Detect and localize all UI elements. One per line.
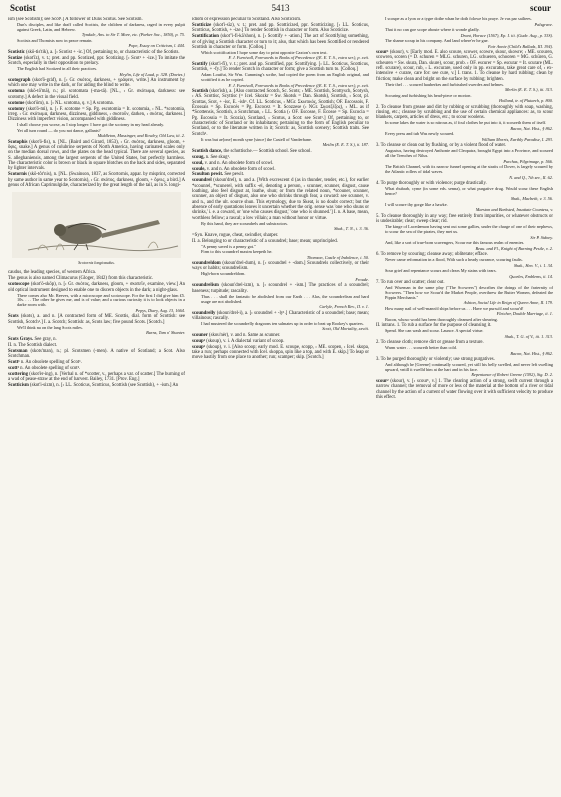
entry-text: Which scottification I hope some day to print opposite Caxton's own text. xyxy=(201,49,328,55)
citation-source xyxy=(192,227,369,232)
quotation xyxy=(8,23,185,33)
entry-text: (skot'ish), a. [Also contracted Scotch, Sc. Scots; ‹ ME. Scottish, Scottysch, Scotysh, ‹ AS. Scottisc, Scyttisc (= Icel. Skozkr = Sw. Skotsk = Dan. Skotsk), Scottish, ‹ Scot, pl. Scottas, Scot, + -isc, E. -ish¹. Cf. LL. Scoticus, ‹ MGr. Σκωτικός, Scottish; OF. Escossois, F. Écossais = Sp. Escocés = Pg. Escocez = It. Scozzese (‹ NGr. Σκωτζέζος), ‹ ML. as if *Scottensis, Scottish, a Scotchman, ‹ LL. Scotia (› OF. Escosse, F. Écosse = Sp. Escocia = Pg. Escossia = It. Scozia), Scotland, ‹ Scotus, a Scot: see Scot¹.] Of, pertaining to, or characteristic of Scotland or its inhabitants; pertaining to the form of English peculiar to Scotland, or to the literature written in it; Scotch: as, Scottish scenery; Scottish traits. See Scotch¹. xyxy=(192,89,369,137)
headword: scour¹ xyxy=(376,50,389,55)
entry-text: I shall choose you worse, as I stop longer: I have got the scotomy in my head already. xyxy=(17,122,165,128)
citation-source xyxy=(192,143,369,148)
entry-text: Purchas, Pilgrimage, p. 566. xyxy=(503,158,553,164)
entry-text: 6. To remove by scouring; cleanse away; obliterate; efface. xyxy=(376,252,488,258)
headword: Scotticize xyxy=(192,22,212,28)
entry-text: I will scoure thy gorge like a hawke. xyxy=(385,201,448,207)
entry-text: Froude. xyxy=(355,276,369,282)
headword: scoule, xyxy=(192,166,206,172)
column-middle xyxy=(192,17,369,793)
entry-text: Merlin (E. E. T. S.), iii. 313. xyxy=(504,87,553,93)
entry-text: (skot'i-fī), v. t.; pret. and pp. Scottified, ppr. Scottifying. [‹ LL. Scoticus, Scotticus, Scottish, + -fy.] To render Scotch in character or form; give a Scottish turn to. [Colloq.] xyxy=(192,61,369,73)
dictionary-entry xyxy=(8,282,185,293)
entry-text: (skot'ō-grȧf), n. [‹ Gr. σκότος, darkness, + γράφειν, write.] An instrument by which one may write in the dark, or for aiding the blind to write. xyxy=(8,78,185,89)
dictionary-entry xyxy=(8,89,185,100)
left-running-head: Scotist xyxy=(10,3,36,13)
entry-text: The English had Scotized in all their practices. xyxy=(17,66,98,72)
dictionary-entry xyxy=(192,283,369,294)
entry-text: n. An obsolete spelling of Scot¹. xyxy=(20,359,82,365)
entry-text: Metlin (E. E. T. S.), ii. 187. xyxy=(322,142,369,148)
entry-text: Adam Loutfut, Sir Wm. Cumming's scribe, had copied the poem from an English original, and scottified it as he copied. xyxy=(201,72,369,83)
entry-text: Shak., Macbeth, v. 3. 56. xyxy=(510,196,553,202)
dictionary-entry xyxy=(8,101,185,106)
entry-text: (skots'man), n.; pl. Scotsmen (-men). A native of Scotland; a Scot. Also Scotchman. xyxy=(8,348,185,359)
entry-text: (skot'ō-skōp), n. [‹ Gr. σκότος, darkness, gloom, + σκοπεῖν, examine, view.] An old optical instrument designed to enable one to discern objects in the dark; a night-glass. xyxy=(8,282,185,293)
entry-text: Shak., T. G. of V., iii. 1. 313. xyxy=(504,333,553,339)
bird-illustration xyxy=(8,190,185,268)
citation-source xyxy=(192,327,369,332)
entry-text: N. and Q., 7th ser., II. 62. xyxy=(509,174,553,180)
dictionary-entry xyxy=(8,56,185,67)
figure-caption: Scotornis longicaudus. xyxy=(78,260,115,266)
entry-text: Yet all turn round — do you not dance, gallants? xyxy=(17,127,101,133)
entry-text: Carlyle, French Rev., II. v. 1. xyxy=(319,304,369,310)
entry-text: (skot'ō-mi), n. [‹ F. scotome = Sp. Pg. escotomia = It. scotomia, ‹ NL. *scotomia, irreg. ‹ Gr. σκότωμα, darkness, dizziness, giddiness, ‹ σκοτοῦν, darken, ‹ σκότος, darkness.] Dizziness with imperfect vision, accompanied with giddiness. xyxy=(8,106,185,123)
entry-text: Holland, tr. of Plutarch, p. 800. xyxy=(498,98,553,104)
entry-text: Warm water . . . scoureth better than cold. xyxy=(385,345,457,351)
headword: scouner xyxy=(192,332,208,338)
entry-text: The shame scoup in his company. And land where'er he gae. xyxy=(385,38,489,43)
entry-text: I had mustered the scoundrelly dragoons ten salmates up in order to beat up Rookey's quarters. xyxy=(201,320,364,326)
dictionary-entry xyxy=(192,261,369,272)
entry-text: In some lakes the water is so nitrous as, if foul clothes be put into it, it scoureth them of itself. xyxy=(385,120,547,126)
dictionary-entry xyxy=(376,50,553,82)
entry-text: Bacon, Nat. Hist., § 862. xyxy=(510,350,553,356)
entry-text: 3. To be purged thoroughly or violently; use strong purgatives. xyxy=(376,357,495,363)
entry-text: (skot'ō-fis), n. [NL. (Baird and Girard, 1853), ‹ Gr. σκότος, darkness, gloom, + ὄφις, snake.] A genus of colubrine serpents of North America, having carinated scales only on the median dorsal rows, and the plates on the head typical. There are several species, as S. alleghaniensis, among the largest serpents of the United States, but perfectly harmless. The characteristic color is brown or black in square blotches on the back and sides, separated by lighter intervals. xyxy=(8,139,185,172)
entry-text: And, like a sort of true-born scavengers, Scour me this famous realm of enemies. xyxy=(385,240,525,246)
column-right xyxy=(376,17,553,793)
dictionary-entry xyxy=(192,149,369,154)
entry-text: Scouring and furbishing his head-piece or morion. xyxy=(385,92,472,98)
entry-text: =Syn. Knave, rogue, cheat, swindler, sharper. xyxy=(192,232,279,238)
quotation xyxy=(376,286,553,301)
dictionary-entry xyxy=(192,345,369,361)
quotation xyxy=(376,363,553,373)
dictionary-entry xyxy=(376,214,553,225)
entry-text: Tyndale, Ans. to Sir T. More, etc. (Parker Soc., 1850), p. 75. xyxy=(81,32,185,38)
dictionary-entry xyxy=(192,311,369,322)
entry-text: The genus is also named Climacurus (Gloger, 1842) from this characteristic. xyxy=(8,276,154,282)
dictionary-entry xyxy=(376,379,553,400)
entry-text: Scott, Old Mortality, xxviii. xyxy=(322,326,369,332)
entry-text: Thomson, Castle of Indolence, i. 50. xyxy=(306,254,369,260)
entry-text: Drant, Horace (1567), Ep. I. iii. (Gude. Aug., p. 33S). xyxy=(460,32,553,38)
entry-text: See gray, n. xyxy=(34,336,57,342)
entry-text: (skō-tôr'nis), n. [NL. (Swainson, 1837, as Scortornis, appar. by misprint, corrected by same author in same year to Scotornis), ‹ Gr. σκότος, darkness, gloom, + ὄρνις, a bird.] A genus of African Caprimulgidæ, characterized by the great length of the tail, as in S. longi- xyxy=(8,172,185,189)
dictionary-entry xyxy=(8,107,185,123)
entry-text: Palsgrave. xyxy=(534,21,553,27)
quotation xyxy=(376,187,553,197)
entry-text: We'll think na on the lang Scots miles. xyxy=(17,324,83,330)
headword: scoup¹ xyxy=(192,338,206,344)
right-running-head: scour xyxy=(530,3,551,13)
headword: Scott¹ xyxy=(8,359,20,365)
dictionary-entry xyxy=(8,383,185,388)
column-left xyxy=(8,17,185,793)
entry-text: (skot'īz), v. t.; pret. and pp. Scotized, ppr. Scotizing. [‹ Scot¹ + -ize.] To imitate the Scotch, especially in their opposition to prelacy. xyxy=(8,55,185,67)
dictionary-entry xyxy=(8,337,185,342)
bird-head-icon xyxy=(54,224,66,236)
quotation xyxy=(8,294,185,309)
dictionary-entry xyxy=(8,349,185,360)
entry-text: Burns, Tam o' Shanter. xyxy=(146,330,185,336)
citation-source xyxy=(8,309,185,314)
entry-text: Thus . . . shall the fantastic be abolished from our Earth . . . Alas, the scoundrelism and hard usage are not abolished. xyxy=(201,293,369,304)
citation-source xyxy=(376,275,553,280)
entry-text: idiom or expression peculiar to Scotland. Also Scoticism. xyxy=(192,17,302,22)
entry-text: Fletcher, Double Marriage, ii. 1. xyxy=(496,311,553,317)
headword: scour² xyxy=(376,378,389,384)
entry-text: Sour grief and repentance scours and clears My stains with tears. xyxy=(385,268,497,273)
headword: scott² xyxy=(8,365,19,371)
entry-text: I scoupe as a lyon or a tygre dothe whan he doth folowe his praye. Je vas par sailtees. xyxy=(385,17,532,21)
dictionary-entry xyxy=(8,343,185,348)
dictionary-entry xyxy=(8,366,185,371)
entry-text: Sir P. Sidney. xyxy=(530,234,553,240)
entry-text: Dun's disciples, and like draff called Scotists, the children of darkness, raged in every pulpit against Greek, Latin, and Hebrew. xyxy=(17,21,185,32)
citation-source xyxy=(376,373,553,378)
headword: Scottish xyxy=(192,89,209,95)
headword: Scots xyxy=(8,314,19,320)
entry-text: (skoun'drel-i), a. [‹ scoundrel + -ly¹.] Characteristic of a scoundrel; base; mean; villainous; rascally. xyxy=(192,310,369,321)
entry-text: v. and n. An obsolete form of scowl. xyxy=(206,166,276,172)
entry-text: What rhubarb, cyme (in some eds. senna), or what purgative drug. Would scour these English hence? xyxy=(385,185,553,196)
entry-text: Scotists and Thomists now in peace remain. xyxy=(17,37,93,43)
dictionary-entry xyxy=(192,233,369,238)
entry-text: Shak., T. N., i. 3. 36. xyxy=(334,226,369,232)
entry-text: (skoun'drel-dum), n. [‹ scoundrel + -dom.] Scoundrels collectively, or their ways or habits; scoundrelism. xyxy=(192,261,369,272)
dictionary-entry xyxy=(8,270,185,275)
entry-text: Pope, Essay on Criticism, l. 444. xyxy=(128,43,185,49)
citation-source xyxy=(376,208,553,213)
dictionary-entry xyxy=(8,50,185,55)
citation-source xyxy=(8,44,185,49)
citation-source xyxy=(376,247,553,252)
entry-text: (skots), a. and n. [A contracted form of ME. Scottis, dial. form of Scottish: see Scottish, Scotch¹.] I. a. Scotch; Scottish: as, Scots law; five pound Scots. [Scotch.] xyxy=(8,314,185,325)
dictionary-entry xyxy=(8,78,185,89)
entry-text: (skou'nėr), v. and n. Same as scunner. xyxy=(209,332,281,338)
headword: Scotistic xyxy=(8,49,25,55)
quotation xyxy=(192,73,369,83)
entry-text: II. a. Belonging to or characteristic of a scoundrel; base; mean; unprincipled. xyxy=(192,238,338,244)
entry-text: How many nail of well-mann'd ships before us . . . Have we pursu'd and scour'd! xyxy=(385,305,524,311)
entry-text: (skoup), v. i. [Also scoop; early mod. E. scoupe, scopp, ‹ ME. scopen, ‹ Icel. skopa, take a run; perhaps connected with Icel. skoppa, spin like a top, and with E. skip.] To leap or move hastily from one place to another; run; scamper; skip. [Scotch.] xyxy=(192,344,369,361)
dictionary-entry xyxy=(192,17,369,22)
entry-text: (skō-tō'mä), n.; pl. scotomata (-ma-tä). [NL., ‹ Gr. σκότωμα, darkness: see scotomy.] A defect in the visual field. xyxy=(8,89,185,100)
citation-source xyxy=(376,352,553,357)
entry-text: (skot'ėr-ing), n. [Verbal n. of *scotter, v., perhaps a var. of scatter.] The burning of a wad of pease-straw at the end of harvest. Bailey, 1731. [Prov. Eng.] xyxy=(8,371,185,382)
entry-text: 7. To run over and scatter; clear out. xyxy=(376,280,445,285)
dictionary-entry xyxy=(192,172,369,177)
headword: Scotornis xyxy=(8,172,27,178)
headword: Scottish dance, xyxy=(192,148,223,154)
quotation xyxy=(376,318,553,323)
entry-text: Repentance of Robert Greene (1592), Sig. D. 2. xyxy=(471,372,553,378)
headword: Scottification xyxy=(192,34,219,40)
dictionary-entry xyxy=(192,161,369,166)
citation-source xyxy=(192,278,369,283)
dictionary-entry xyxy=(192,333,369,338)
dictionary-entry xyxy=(192,23,369,34)
headword: scotoma xyxy=(8,89,25,95)
entry-text: II. intrans. 1. To rub a surface for the purpose of cleansing it. xyxy=(376,323,492,329)
dictionary-entry xyxy=(192,339,369,344)
entry-text: 5. To cleanse thoroughly in any way; free entirely from impurities, or whatever obstructs or is undesirable; clear; sweep clear; rid. xyxy=(376,213,553,225)
citation-source xyxy=(192,56,369,61)
citation-source xyxy=(192,84,369,89)
entry-text: (skour), v. [‹ scour¹, v.] 1. The clearing action of a strong, swift current through a narrow channel; the removal of more or less of the material at the bottom of a river or tidal channel by the action of a current of water flowing over it with sufficient velocity to produce this effect. xyxy=(376,378,553,400)
entry-text: (skot"i-fi-kā'shon), n. [‹ Scottify + -ation.] The act of Scottifying something, or of giving a Scottish character or turn to it; also, that which has been Scottified or rendered Scottish in character or form. [Colloq.] xyxy=(192,34,369,50)
citation-source xyxy=(376,138,553,143)
dictionary-entry xyxy=(192,34,369,50)
entry-text: Never came reformation in a flood, With such a heady currance, scouring faults. xyxy=(385,257,523,262)
scotornis-figure xyxy=(8,190,185,260)
citation-source xyxy=(376,176,553,181)
entry-text: Ashton, Social Life in Reign of Queen Anne, II. 179. xyxy=(463,300,553,306)
citation-source xyxy=(376,99,553,104)
citation-source xyxy=(8,73,185,78)
dictionary-entry xyxy=(8,140,185,172)
headword: Scotophis xyxy=(8,139,28,145)
entry-text: (skoun'drel-izm), n. [‹ scoundrel + -ism.] The practices of a scoundrel; baseness; turpitude; rascality. xyxy=(192,283,369,294)
quotation xyxy=(192,272,369,277)
headword: scoundrelism xyxy=(192,283,219,289)
entry-text: The kinge of Lacedæmon having sent out some gallies, under the charge of one of their nephews, to scour the sea of the pirates, they met us. xyxy=(385,224,553,235)
dictionary-entry xyxy=(192,62,369,73)
entry-text: 4. To purge thoroughly or with violence; purge drastically. xyxy=(376,181,487,187)
entry-text: Spend. She can wash and scour. Launce. A special virtue. xyxy=(385,328,484,334)
entry-text: That it no can goe scope aboute where it wonde gladly. xyxy=(385,27,480,32)
headword: Scottify xyxy=(192,61,208,67)
headword: scoup² xyxy=(192,344,206,350)
entry-text: And although he [Greene] continually scoured, yet still his belly swelled, and never left swelling upward, vntill it swelld him at the hart and in his face. xyxy=(385,362,553,372)
headword: Scoulton pewit. xyxy=(192,172,224,178)
entry-text: II. n. The Scottish dialect. xyxy=(8,342,58,348)
citation-source xyxy=(376,45,553,50)
headword: scotoscope xyxy=(8,282,30,288)
entry-text: the schottische.— Scottish school. See school. xyxy=(223,148,312,154)
quotation xyxy=(376,17,553,22)
entry-text: "A penny saved is a penny got." xyxy=(201,243,256,249)
entry-text: Firm to this scoundrel maxim keepeth he. xyxy=(201,249,273,255)
entry-text: caudus, the leading species, of western Africa. xyxy=(8,270,96,276)
headword: scotograph xyxy=(8,78,31,84)
entry-text: n. An obsolete spelling of scot². xyxy=(20,365,81,371)
page-header xyxy=(8,3,553,15)
entry-text: Marston and Barksted, Insatiate Countess, v. xyxy=(475,207,553,213)
entry-text: Bacon, whoso world has been thoroughly cleansed after shearing. xyxy=(385,316,498,322)
headword: scotomy xyxy=(8,106,25,112)
entry-text: (skour), v. [Early mod. E. also scoure, scower, scowre, skour, skowre; ‹ ME. scouren, scowren, scoren (= D. schuren = MLG. schuren, LG. schueren, schooren = MG. schüren, G. scheuren = Sw. skura, Dan. skure), scour, prob. ‹ OF. escurer = Sp. escurar = It. scurare (ML. refl. scurare), scour, rub, ‹ L. excurare, used only in pp. excuratus, take great care of, ‹ ex- intensive + curare, care for: see cure, v.] I. trans. 1. To cleanse by hard rubbing; clean by friction; make clean and bright on the surface by rubbing; brighten. xyxy=(376,50,553,82)
entry-text: Beau. and Fl., Knight of Burning Pestle, v. 2. xyxy=(475,245,553,251)
headword: Scotsman xyxy=(8,348,28,354)
dictionary-entry xyxy=(8,372,185,383)
page-number: 5413 xyxy=(271,3,290,13)
dictionary-entry xyxy=(192,167,369,172)
entry-text: Heylin, Life of Laud, p. 328. (Davies.) xyxy=(119,71,185,77)
entry-text: (skot'ōm), n. [‹ NL. scotoma, q. v.] A scotoma. xyxy=(25,100,114,106)
headword: Scotize xyxy=(8,55,23,61)
citation-source xyxy=(192,256,369,261)
entry-text: 2. To cleanse cloth; remove dirt or grease from a texture. xyxy=(376,340,484,346)
entry-text: (skō-tis'tik), a. [‹ Scotist + -ic.] Of, pertaining to, or characteristic of the Scotists. xyxy=(26,49,180,55)
entry-text: (skoup), v. i. A dialectal variant of scoop. xyxy=(206,338,285,344)
entry-text: Quarles, Emblems, ii. 14. xyxy=(509,273,553,279)
headword: Scots Grays. xyxy=(8,336,34,342)
entry-text: And Wiseman in the same play ("The Scowrers") describes the doings of the fraternity of Scowrers. "Then how we Scour'd the Market People, overthrew the Butter Women, defeated the Pippin Merchants." xyxy=(385,284,553,300)
quotation xyxy=(376,225,553,235)
entry-text: See pewit. xyxy=(224,172,245,178)
entry-text: The British Channel, with its narrow funnel opening at the straits of Dover, is largely scoured by the Atlantic rollers of tidal waves. xyxy=(385,164,553,175)
entry-text: v. and n. An obsolete form of scowl. xyxy=(204,160,274,166)
entry-text: William Morris, Earthly Paradise, I. 293. xyxy=(481,136,553,142)
dictionary-entry xyxy=(8,314,185,325)
entry-text: F. J. Furnivall, Forewords to Books of Precedence ((E. E. T. S., extra ser.), p. xvii. xyxy=(228,82,369,88)
dictionary-entry xyxy=(192,178,369,221)
entry-text: Their thel . . . scoured hauberkes and furbisshed swerdes and helmes. xyxy=(385,81,504,87)
entry-text: 2. To cleanse from grease and dirt by rubbing or scrubbing (thoroughly with soap, washing, rinsing, etc.; cleanse by scrubbing and the use of certain chemical appliances: as, to scour blankets, carpets, articles of dress, etc.; to scour woolens. xyxy=(376,104,553,121)
headword: scoundrel xyxy=(192,178,212,184)
entry-text: (skot'i-sizm), n. [‹ LL. Scoticus, Scotticus, Scottish (see Scottish), + -ism.] An xyxy=(30,382,179,388)
quotation xyxy=(376,149,553,159)
citation-source xyxy=(376,335,553,340)
dictionary-entry xyxy=(8,360,185,365)
headword: Scotticism xyxy=(8,382,29,388)
entry-text: There comes also Mr. Reeves, with a microscope and scotoscope. For the first I did give him £5. 10s. . . . The other he gives me, and is of value; and a curious curiosity it is to look objects in a darke room with. xyxy=(17,292,185,308)
entry-text: 3. To cleanse or clean out by flushing, or by a violent flood of water. xyxy=(376,143,507,149)
entry-text: Middleton, Massinger, and Rowley, Old Law, iii. 2. xyxy=(97,133,185,139)
entry-text: ism (see Scotism); see Scot¹.] A follower of Duns Scotus. See Scotism. xyxy=(8,17,143,22)
citation-source xyxy=(8,331,185,336)
headword: scottering xyxy=(8,371,29,377)
dictionary-entry xyxy=(192,155,369,160)
entry-text: It was but ae[one] month syne [since] the Castell of Vanderbane. xyxy=(201,136,313,142)
entry-text: Bacon, Nat. Hist., § 862. xyxy=(510,125,553,131)
dictionary-entry xyxy=(8,276,185,281)
dictionary-entry xyxy=(8,172,185,188)
quotation xyxy=(192,295,369,305)
headword: scoug, xyxy=(192,154,205,160)
citation-source xyxy=(8,134,185,139)
headword: scoundrelly xyxy=(192,310,216,316)
entry-text: F. J. Furnivall, Forewords to Books of Precedence ((E. E. T. S., extra ser.), p. xvii. xyxy=(228,55,369,61)
entry-text: By this hand, they are scoundrels and substractors. xyxy=(201,220,288,226)
quotation xyxy=(376,165,553,175)
dictionary-entry xyxy=(376,105,553,121)
entry-text: High-born scoundreldom. xyxy=(201,271,246,277)
entry-text: (skoun'drel), n. and a. [With excrescent d (as in thunder, tender, etc.), for earlier *scounrel, *scunerel, with suffix -el, denoting a person, ‹ scunner, scunner, disgust, cause loathing, also feel disgust at, loathe, shun; or from the related noun, *scouner, scunner, scunner, an object of disgust, also one who shrinks through fear, a coward: see scunner, v. and n., and the ult. source shun. This etymology, due to Skeat, is no doubt correct; but the absence of early quotations leaves it uncertain whether the orig. sense was 'one who shuns or shrinks,' i. e. a coward, or 'one who causes disgust,' 'one who is shunned.'] I. n. A base, mean, worthless fellow; a rascal; a low villain; a man without honor or virtue. xyxy=(192,178,369,221)
entry-text: Fair Annie (Child's Ballads, III. 194). xyxy=(487,43,553,49)
citation-source xyxy=(192,305,369,310)
headword: scotome xyxy=(8,100,25,106)
entry-text: Shak., Hen. V., i. 1. 34. xyxy=(513,262,553,268)
entry-text: (skot'i-sīz), v. t.; pret. and pp. Scotticized, ppr. Scotticizing. [‹ LL. Scoticus, Scotticus, Scottish, + -ize.] To render Scottish in character or form. Also Scoticize. xyxy=(192,22,369,34)
headword: scoul, xyxy=(192,160,204,166)
headword: scoundreldom xyxy=(192,261,221,267)
entry-text: Pepys, Diary, Aug. 13, 1664. xyxy=(135,307,185,313)
entry-text: Every press and tub Was newly scoured. xyxy=(385,131,455,137)
entry-text: n. See skug¹. xyxy=(205,154,231,160)
dictionary-entry xyxy=(192,89,369,137)
entry-text: Augustus, having destroyed Anthonie and Cleopatra, brought Egypt into a Province, and scoured all the Trenches of Nilus. xyxy=(385,148,553,159)
